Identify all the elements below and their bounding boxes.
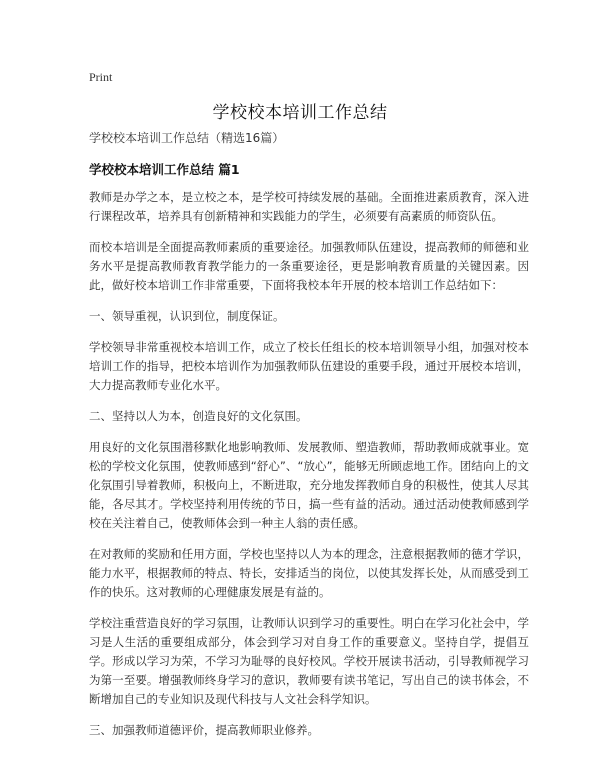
section-heading: 学校校本培训工作总结 篇1 xyxy=(89,162,240,177)
document-body xyxy=(89,128,529,752)
paragraph-point-3: 三、加强教师道德评价，提高教师职业修养。 xyxy=(89,723,319,737)
paragraph-learning: 学校注重营造良好的学习氛围，让教师认识到学习的重要性。明白在学习化社会中，学习是人生活的重要组成部分，体会到学习对自身工作的重要意义。坚持自学，提倡互学。形成以学习为荣，不学习为耻辱的良好校风。学校开展读书活动，引导教师视学习为第一至要。增强教师终身学习的意识，教师要有读书笔记，写出自己的读书体会，不断增加自己的专业知识及现代科技与人文社会科学知识。 xyxy=(89,616,529,706)
document-title: 学校校本培训工作总结 xyxy=(212,103,388,123)
paragraph-reward: 在对教师的奖励和任用方面，学校也坚持以人为本的理念，注意根据教师的德才学识，能力水平，根据教师的特点、特长，安排适当的岗位，以使其发挥长处，从而感受到工作的快乐。这对教师的心理健康发展是有益的。 xyxy=(89,547,529,599)
paragraph-leadership: 学校领导非常重视校本培训工作，成立了校长任组长的校本培训领导小组，加强对校本培训工作的指导，把校本培训作为加强教师队伍建设的重要手段，通过开展校本培训，大力提高教师专业化水平。 xyxy=(89,340,529,392)
paragraph-culture: 用良好的文化氛围潜移默化地影响教师、发展教师、塑造教师，帮助教师成就事业。宽松的学校文化氛围，使教师感到“舒心”、“放心”，能够无所顾虑地工作。团结向上的文化氛围引导着教师，积极向上，不断进取，充分地发挥教师自身的积极性，使其人尽其能，各尽其才。学校坚持利用传统的节日，搞一些有益的活动。通过活动使教师感到学校在关注着自己，使教师体会到一种主人翁的责任感。 xyxy=(89,440,529,530)
document-subtitle: 学校校本培训工作总结（精选16篇） xyxy=(89,131,285,145)
paragraph-point-1: 一、领导重视，认识到位，制度保证。 xyxy=(89,309,285,323)
paragraph-point-2: 二、坚持以人为本，创造良好的文化氛围。 xyxy=(89,409,308,423)
print-link[interactable]: Print xyxy=(89,70,113,84)
paragraph-intro: 教师是办学之本，是立校之本，是学校可持续发展的基础。全面推进素质教育，深入进行课程改革，培养具有创新精神和实践能力的学生，必须要有高素质的师资队伍。 xyxy=(89,190,529,223)
paragraph-training: 而校本培训是全面提高教师素质的重要途径。加强教师队伍建设，提高教师的师德和业务水平是提高教师教育教学能力的一条重要途径，更是影响教育质量的关键因素。因此，做好校本培训工作非常重要，下面将我校本年开展的校本培训工作总结如下： xyxy=(89,240,529,292)
